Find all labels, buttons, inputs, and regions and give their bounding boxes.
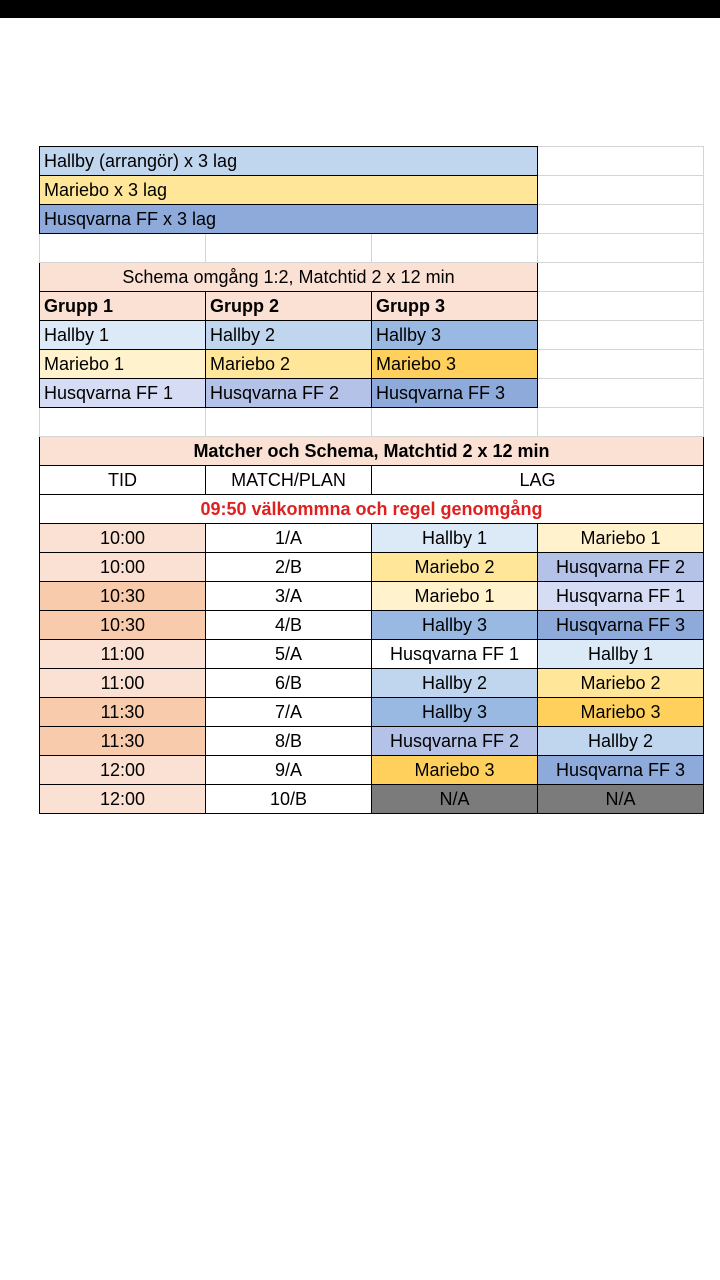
info-row: [40, 176, 704, 205]
match-plan[interactable]: 1/A: [206, 524, 372, 553]
groups-header-row: [40, 292, 704, 321]
col-header-lag[interactable]: LAG: [372, 466, 704, 495]
groups-row: [40, 350, 704, 379]
match-team-away[interactable]: Mariebo 2: [538, 669, 704, 698]
group-header-1[interactable]: Grupp 1: [40, 292, 206, 321]
empty-cell[interactable]: [538, 379, 704, 408]
empty-cell[interactable]: [538, 147, 704, 176]
match-team-away[interactable]: Husqvarna FF 3: [538, 611, 704, 640]
match-time[interactable]: 10:00: [40, 553, 206, 582]
info-row: [40, 147, 704, 176]
match-plan[interactable]: 8/B: [206, 727, 372, 756]
match-row: [40, 524, 704, 553]
match-team-away[interactable]: Hallby 1: [538, 640, 704, 669]
groups-row: [40, 379, 704, 408]
match-row: [40, 611, 704, 640]
group-team-cell[interactable]: Husqvarna FF 3: [372, 379, 538, 408]
status-bar: [0, 0, 720, 18]
groups-row: [40, 321, 704, 350]
match-team-home[interactable]: Mariebo 1: [372, 582, 538, 611]
welcome-row: [40, 495, 704, 524]
match-team-home[interactable]: Hallby 2: [372, 669, 538, 698]
match-team-home[interactable]: Hallby 1: [372, 524, 538, 553]
match-team-home[interactable]: Mariebo 2: [372, 553, 538, 582]
empty-cell[interactable]: [538, 408, 704, 437]
col-header-tid[interactable]: TID: [40, 466, 206, 495]
matches-title[interactable]: Matcher och Schema, Matchtid 2 x 12 min: [40, 437, 704, 466]
info-cell-husqvarna[interactable]: Husqvarna FF x 3 lag: [40, 205, 538, 234]
match-team-home[interactable]: Hallby 3: [372, 611, 538, 640]
match-row: [40, 669, 704, 698]
match-plan[interactable]: 7/A: [206, 698, 372, 727]
spacer-row: [40, 408, 704, 437]
group-team-cell[interactable]: Husqvarna FF 2: [206, 379, 372, 408]
match-team-away[interactable]: Husqvarna FF 1: [538, 582, 704, 611]
match-row: [40, 727, 704, 756]
match-team-home[interactable]: Husqvarna FF 2: [372, 727, 538, 756]
match-time[interactable]: 11:30: [40, 727, 206, 756]
group-header-2[interactable]: Grupp 2: [206, 292, 372, 321]
empty-cell[interactable]: [538, 263, 704, 292]
match-team-away[interactable]: Mariebo 1: [538, 524, 704, 553]
empty-cell[interactable]: [206, 234, 372, 263]
match-time[interactable]: 11:00: [40, 669, 206, 698]
match-time[interactable]: 10:30: [40, 582, 206, 611]
match-team-away[interactable]: Husqvarna FF 2: [538, 553, 704, 582]
match-time[interactable]: 11:30: [40, 698, 206, 727]
welcome-note[interactable]: 09:50 välkommna och regel genomgång: [40, 495, 704, 524]
group-team-cell[interactable]: Hallby 2: [206, 321, 372, 350]
match-row: [40, 785, 704, 814]
match-plan[interactable]: 5/A: [206, 640, 372, 669]
match-time[interactable]: 12:00: [40, 756, 206, 785]
match-time[interactable]: 12:00: [40, 785, 206, 814]
group-team-cell[interactable]: Mariebo 1: [40, 350, 206, 379]
empty-cell[interactable]: [538, 176, 704, 205]
info-cell-mariebo[interactable]: Mariebo x 3 lag: [40, 176, 538, 205]
match-row: [40, 553, 704, 582]
match-team-away[interactable]: N/A: [538, 785, 704, 814]
group-team-cell[interactable]: Mariebo 2: [206, 350, 372, 379]
match-time[interactable]: 10:30: [40, 611, 206, 640]
match-plan[interactable]: 4/B: [206, 611, 372, 640]
empty-cell[interactable]: [538, 234, 704, 263]
empty-cell[interactable]: [538, 350, 704, 379]
match-time[interactable]: 10:00: [40, 524, 206, 553]
match-team-home[interactable]: N/A: [372, 785, 538, 814]
match-row: [40, 640, 704, 669]
match-row: [40, 698, 704, 727]
spreadsheet-grid: [39, 146, 704, 814]
empty-cell[interactable]: [206, 408, 372, 437]
groups-title[interactable]: Schema omgång 1:2, Matchtid 2 x 12 min: [40, 263, 538, 292]
matches-title-row: [40, 437, 704, 466]
match-team-home[interactable]: Hallby 3: [372, 698, 538, 727]
match-team-away[interactable]: Mariebo 3: [538, 698, 704, 727]
match-plan[interactable]: 3/A: [206, 582, 372, 611]
match-row: [40, 582, 704, 611]
groups-title-row: [40, 263, 704, 292]
match-team-home[interactable]: Husqvarna FF 1: [372, 640, 538, 669]
matches-header-row: [40, 466, 704, 495]
empty-cell[interactable]: [40, 408, 206, 437]
match-time[interactable]: 11:00: [40, 640, 206, 669]
spacer-row: [40, 234, 704, 263]
match-plan[interactable]: 9/A: [206, 756, 372, 785]
group-team-cell[interactable]: Husqvarna FF 1: [40, 379, 206, 408]
group-team-cell[interactable]: Hallby 3: [372, 321, 538, 350]
empty-cell[interactable]: [538, 205, 704, 234]
group-team-cell[interactable]: Hallby 1: [40, 321, 206, 350]
match-team-away[interactable]: Husqvarna FF 3: [538, 756, 704, 785]
empty-cell[interactable]: [538, 321, 704, 350]
empty-cell[interactable]: [372, 234, 538, 263]
match-plan[interactable]: 6/B: [206, 669, 372, 698]
info-row: [40, 205, 704, 234]
match-plan[interactable]: 10/B: [206, 785, 372, 814]
match-team-home[interactable]: Mariebo 3: [372, 756, 538, 785]
empty-cell[interactable]: [372, 408, 538, 437]
empty-cell[interactable]: [40, 234, 206, 263]
match-row: [40, 756, 704, 785]
group-team-cell[interactable]: Mariebo 3: [372, 350, 538, 379]
match-team-away[interactable]: Hallby 2: [538, 727, 704, 756]
info-cell-hallby[interactable]: Hallby (arrangör) x 3 lag: [40, 147, 538, 176]
match-plan[interactable]: 2/B: [206, 553, 372, 582]
empty-cell[interactable]: [538, 292, 704, 321]
col-header-match[interactable]: MATCH/PLAN: [206, 466, 372, 495]
group-header-3[interactable]: Grupp 3: [372, 292, 538, 321]
